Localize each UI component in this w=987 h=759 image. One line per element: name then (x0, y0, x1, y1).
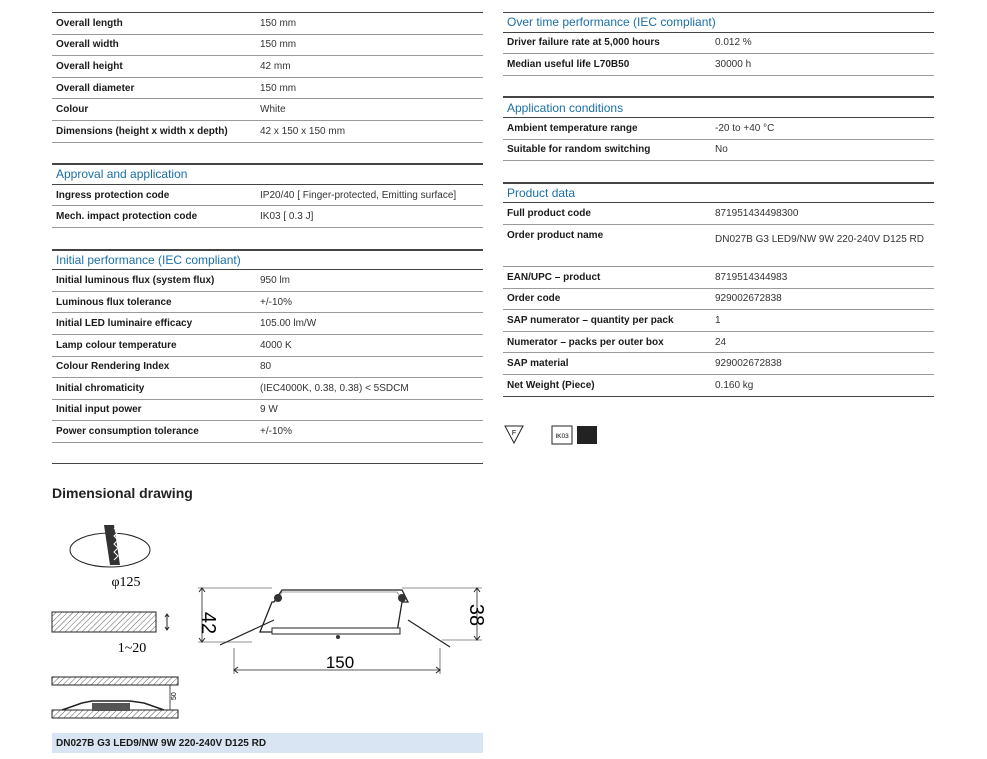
drawing-title: Dimensional drawing (52, 485, 193, 501)
spec-row (52, 206, 483, 228)
installation-diagram (52, 677, 178, 718)
spec-label: Power consumption tolerance (56, 426, 199, 438)
spec-label: Lamp colour temperature (56, 339, 177, 351)
spec-value: 150 mm (260, 17, 297, 29)
section-divider (52, 228, 483, 250)
symbol-strip (503, 423, 603, 447)
spec-value: 24 (715, 336, 727, 348)
spec-value: 871951434498300 (715, 208, 799, 220)
f-mark-label: F (511, 430, 517, 437)
ik-rating-icon (552, 426, 572, 444)
spec-value: 42 mm (260, 60, 291, 72)
section-title: Application conditions (503, 97, 934, 118)
spec-value: White (260, 104, 286, 116)
spec-row (52, 421, 483, 443)
spec-row (503, 310, 934, 332)
spec-row (503, 353, 934, 375)
section-title: Product data (503, 183, 934, 204)
section-title: Approval and application (52, 164, 483, 185)
spec-value: 950 lm (260, 274, 291, 286)
body-height-label: 38 (465, 603, 487, 627)
spec-row (52, 313, 483, 335)
spec-value: 8719514344983 (715, 271, 788, 283)
spec-value: 0.012 % (715, 37, 752, 49)
spec-value: (IEC4000K, 0.38, 0.38) < 5SDCM (260, 382, 409, 394)
spec-value: +/-10% (260, 296, 292, 308)
spec-label: Initial input power (56, 404, 142, 416)
f-mark-icon (505, 426, 523, 443)
certification-symbols (503, 423, 603, 452)
section-divider (52, 143, 483, 165)
spec-label: Suitable for random switching (507, 144, 651, 156)
section-divider (503, 76, 934, 98)
spec-row (52, 35, 483, 57)
spec-label: Order product name (507, 229, 604, 241)
spec-row (52, 400, 483, 422)
spec-value: 9 W (260, 404, 278, 416)
spec-value: +/-10% (260, 426, 292, 438)
spec-row (52, 292, 483, 314)
right-spec-column (503, 0, 934, 397)
spec-label: Net Weight (Piece) (507, 379, 595, 391)
initial-performance-section (52, 250, 483, 465)
spec-value: 42 x 150 x 150 mm (260, 125, 346, 137)
ik-mark-label: IK03 (555, 433, 569, 440)
application-section (503, 97, 934, 182)
spec-label: EAN/UPC – product (507, 271, 601, 283)
spec-value: 105.00 lm/W (260, 318, 317, 330)
spec-label: Numerator – packs per outer box (507, 336, 664, 348)
general-specs (52, 12, 483, 164)
spec-row (52, 121, 483, 143)
overtime-section (503, 12, 934, 97)
drawing-svg (52, 520, 487, 730)
spec-row (503, 140, 934, 162)
spec-value: 929002672838 (715, 293, 782, 305)
spec-label: Overall height (56, 60, 123, 72)
section-title: Initial performance (IEC compliant) (52, 250, 483, 271)
spec-row (503, 332, 934, 354)
width-label: 150 (325, 653, 355, 672)
spec-label: Full product code (507, 208, 591, 220)
black-square-icon (577, 426, 597, 444)
spec-value: 1 (715, 314, 721, 326)
spec-row (503, 118, 934, 140)
spec-row (52, 78, 483, 100)
spec-row (52, 357, 483, 379)
spec-row (503, 203, 934, 225)
spec-value: 80 (260, 361, 272, 373)
spec-value: 929002672838 (715, 358, 782, 370)
spec-value: DN027B G3 LED9/NW 9W 220-240V D125 RD (715, 233, 924, 245)
spec-label: SAP material (507, 358, 569, 370)
ceiling-label: 1~20 (117, 641, 147, 656)
section-divider (52, 443, 483, 465)
spec-label: Colour Rendering Index (56, 361, 170, 373)
spec-label: Ambient temperature range (507, 122, 638, 134)
product-caption: DN027B G3 LED9/NW 9W 220-240V D125 RD (52, 733, 483, 753)
cutout-diagram (70, 525, 150, 590)
spec-value: IK03 [ 0.3 J] (260, 211, 314, 223)
ceiling-diagram (52, 612, 169, 656)
spec-row (503, 225, 934, 267)
spec-label: Initial luminous flux (system flux) (56, 274, 215, 286)
spec-label: Initial chromaticity (56, 382, 145, 394)
product-data-section (503, 183, 934, 397)
approval-section (52, 164, 483, 249)
spec-row (52, 56, 483, 78)
spec-row (503, 375, 934, 397)
spec-label: Overall width (56, 39, 119, 51)
spec-label: SAP numerator – quantity per pack (507, 314, 674, 326)
spec-label: Mech. impact protection code (56, 211, 198, 223)
spec-row (52, 335, 483, 357)
section-title: Over time performance (IEC compliant) (503, 12, 934, 33)
left-spec-column (52, 0, 483, 464)
spec-value: -20 to +40 °C (715, 122, 775, 134)
spec-row (52, 185, 483, 207)
height-label: 42 (197, 611, 219, 635)
luminaire-side-view (197, 588, 487, 674)
spec-value: 150 mm (260, 39, 297, 51)
spec-row (52, 99, 483, 121)
dimensional-drawing (52, 520, 487, 735)
spec-label: Overall length (56, 17, 123, 29)
spec-row (503, 54, 934, 76)
spec-label: Order code (507, 293, 561, 305)
spec-value: 30000 h (715, 58, 752, 70)
spec-label: Dimensions (height x width x depth) (56, 125, 228, 137)
cutout-label: φ125 (111, 575, 141, 590)
spec-label: Median useful life L70B50 (507, 58, 630, 70)
spec-row (52, 270, 483, 292)
spec-label: Colour (56, 104, 89, 116)
spec-value: IP20/40 [ Finger-protected, Emitting surface] (260, 189, 457, 201)
spec-row (52, 13, 483, 35)
spec-row (52, 378, 483, 400)
spec-label: Ingress protection code (56, 189, 170, 201)
spec-label: Driver failure rate at 5,000 hours (507, 37, 660, 49)
spec-value: 150 mm (260, 82, 297, 94)
spec-row (503, 289, 934, 311)
spec-label: Initial LED luminaire efficacy (56, 318, 193, 330)
spec-label: Overall diameter (56, 82, 135, 94)
depth-label: 50 (171, 692, 178, 700)
section-divider (503, 161, 934, 183)
spec-label: Luminous flux tolerance (56, 296, 172, 308)
spec-row (503, 267, 934, 289)
spec-value: 4000 K (260, 339, 292, 351)
spec-value: 0.160 kg (715, 379, 754, 391)
spec-value: No (715, 144, 728, 156)
spec-row (503, 33, 934, 55)
